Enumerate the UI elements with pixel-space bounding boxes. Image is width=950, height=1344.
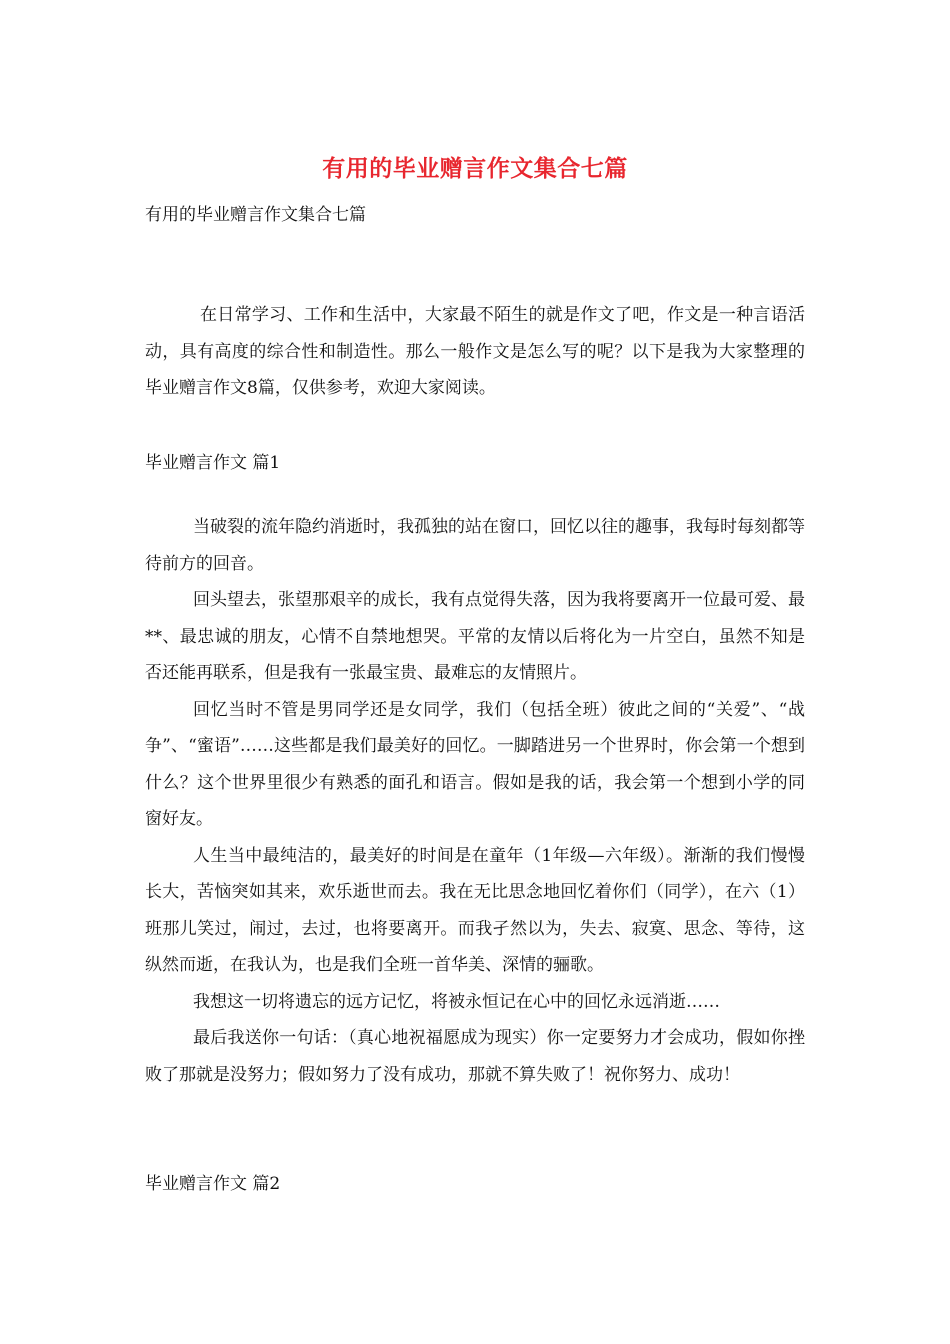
section-1-heading: 毕业赠言作文 篇1 — [145, 453, 281, 473]
document-subtitle: 有用的毕业赠言作文集合七篇 — [145, 205, 366, 225]
paragraph: 我想这一切将遗忘的远方记忆，将被永恒记在心中的回忆永远消逝…… — [193, 991, 720, 1012]
intro-paragraph: 在日常学习、工作和生活中，大家最不陌生的就是作文了吧，作文是一种言语活动，具有高度的综合性和制造性。那么一般作文是怎么写的呢？以下是我为大家整理的毕业赠言作文8篇，仅供参考，欢迎大家阅读。 — [145, 305, 805, 398]
section-1-body — [145, 509, 805, 1093]
paragraph: 最后我送你一句话：（真心地祝福愿成为现实）你一定要努力才会成功，假如你挫败了那就是没努力；假如努力了没有成功，那就不算失败了！祝你努力、成功！ — [145, 1028, 805, 1085]
intro-block — [145, 297, 805, 407]
paragraph: 回忆当时不管是男同学还是女同学，我们（包括全班）彼此之间的“关爱”、“战争”、“蜜语”……这些都是我们最美好的回忆。一脚踏进另一个世界时，你会第一个想到什么？这个世界里很少有熟悉的面孔和语言。假如是我的话，我会第一个想到小学的同窗好友。 — [145, 699, 805, 829]
section-2-heading: 毕业赠言作文 篇2 — [145, 1174, 281, 1194]
paragraph: 回头望去，张望那艰辛的成长，我有点觉得失落，因为我将要离开一位最可爱、最**、最忠诚的朋友，心情不自禁地想哭。平常的友情以后将化为一片空白，虽然不知是否还能再联系，但是我有一张最宝贵、最难忘的友情照片。 — [145, 590, 805, 683]
paragraph: 当破裂的流年隐约消逝时，我孤独的站在窗口，回忆以往的趣事，我每时每刻都等待前方的回音。 — [145, 517, 805, 574]
document-title: 有用的毕业赠言作文集合七篇 — [322, 155, 628, 182]
paragraph: 人生当中最纯洁的，最美好的时间是在童年（1年级—六年级）。渐渐的我们慢慢长大，苦恼突如其来，欢乐逝世而去。我在无比思念地回忆着你们（同学），在六（1）班那儿笑过，闹过，去过，也将要离开。而我孑然以为，失去、寂寞、思念、等待，这纵然而逝，在我认为，也是我们全班一首华美、深情的骊歌。 — [145, 845, 805, 975]
